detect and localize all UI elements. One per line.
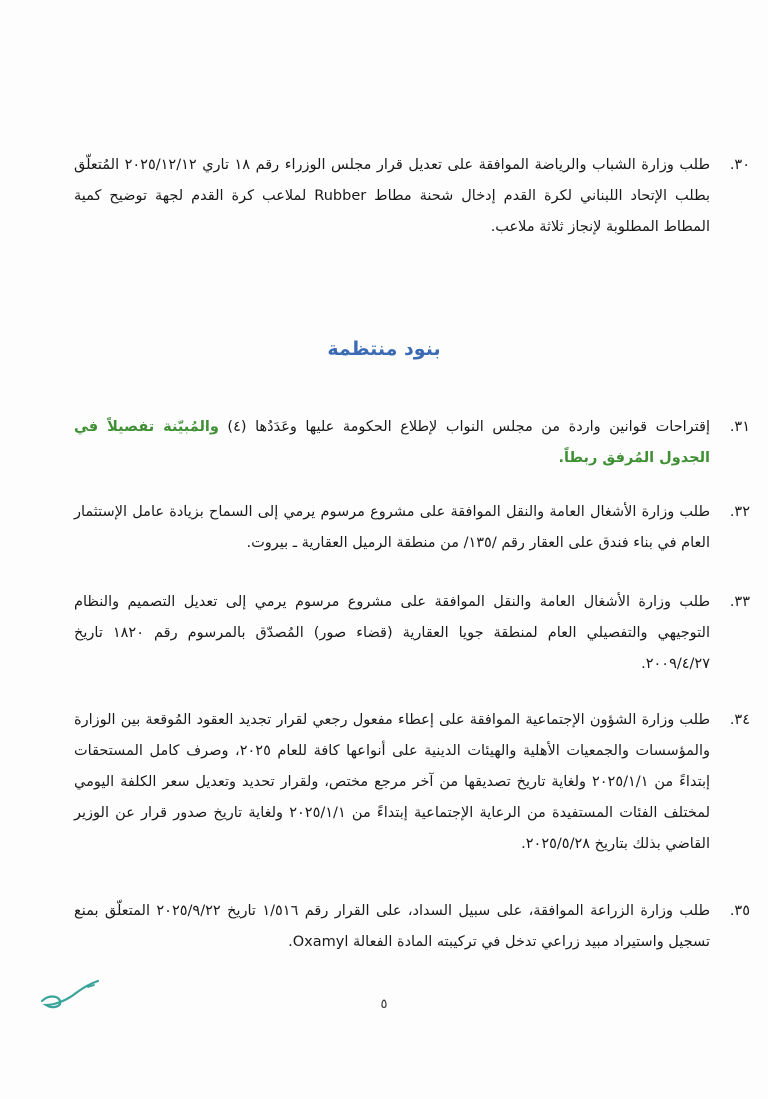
item-highlight-text: والمُبيّنة تفصيلاً في الجدول المُرفق ربطاً.	[74, 419, 710, 466]
item-text: طلب وزارة الشباب والرياضة الموافقة على تعديل قرار مجلس الوزراء رقم ١٨ تاري ٢٠٢٥/١٢/١٢ المُتعلّق بطلب الإتحاد اللبناني لكرة القدم إدخال شحنة مطاط Rubber لملاعب كرة القدم لجهة توضيح كمية المطاط المطلوبة لإنجاز ثلاثة ملاعب.	[74, 157, 711, 235]
item-text: طلب وزارة الأشغال العامة والنقل الموافقة على مشروع مرسوم يرمي إلى تعديل التصميم والنظام التوجيهي والتفصيلي العام لمنطقة جويا العقارية (قضاء صور) المُصدّق بالمرسوم رقم ١٨٢٠ تاريخ ٢٠٠٩/٤/٢٧.	[74, 594, 710, 672]
item-text: طلب وزارة الزراعة الموافقة، على سبيل السداد، على القرار رقم ١/٥١٦ تاريخ ٢٠٢٥/٩/٢٢ المتعلّق بمنع تسجيل واستيراد مبيد زراعي تدخل في تركيبته المادة الفعالة Oxamyl.	[74, 903, 710, 950]
item-number: ٣١.	[729, 419, 750, 435]
item-number: ٣٤.	[729, 712, 750, 728]
page-number: ٥	[380, 997, 388, 1012]
item-number: ٣٣.	[729, 594, 750, 610]
section-heading: بنود منتظمة	[327, 338, 441, 360]
item-text: إقتراحات قوانين واردة من مجلس النواب لإطلاع الحكومة عليها وعَدَدُها (٤)	[227, 419, 711, 435]
item-number: ٣٥.	[729, 903, 750, 919]
item-number: ٣٢.	[729, 504, 750, 520]
agenda-item-30	[74, 150, 750, 243]
item-number: ٣٠.	[729, 157, 750, 173]
item-text: طلب وزارة الشؤون الإجتماعية الموافقة على إعطاء مفعول رجعي لقرار تجديد العقود المُوقعة بين الوزارة والمؤسسات والجمعيات الأهلية والهيئات الدينية على أنواعها كافة للعام ٢٠٢٥، وصرف كامل المستحقات إبتداءً من ٢٠٢٥/١/١ ولغاية تاريخ تصديقها من آخر مرجع مختص، ولقرار تحديد وتعديل سعر الكلفة اليومي لمختلف الفئات المستفيدة من الرعاية الإجتماعية إبتداءً من ٢٠٢٥/١/١ ولغاية تاريخ صدور قرار عن الوزير القاضي بذلك بتاريخ ٢٠٢٥/٥/٢٨.	[74, 712, 711, 852]
item-text: طلب وزارة الأشغال العامة والنقل الموافقة على مشروع مرسوم يرمي إلى السماح بزيادة عامل الإستثمار العام في بناء فندق على العقار رقم /١٣٥/ من منطقة الرميل العقارية ـ بيروت.	[74, 504, 710, 551]
agenda-item-34	[74, 705, 750, 860]
agenda-item-31	[74, 412, 750, 474]
agenda-item-35	[74, 896, 750, 958]
agenda-item-33	[74, 587, 750, 680]
agenda-item-32	[74, 497, 750, 559]
